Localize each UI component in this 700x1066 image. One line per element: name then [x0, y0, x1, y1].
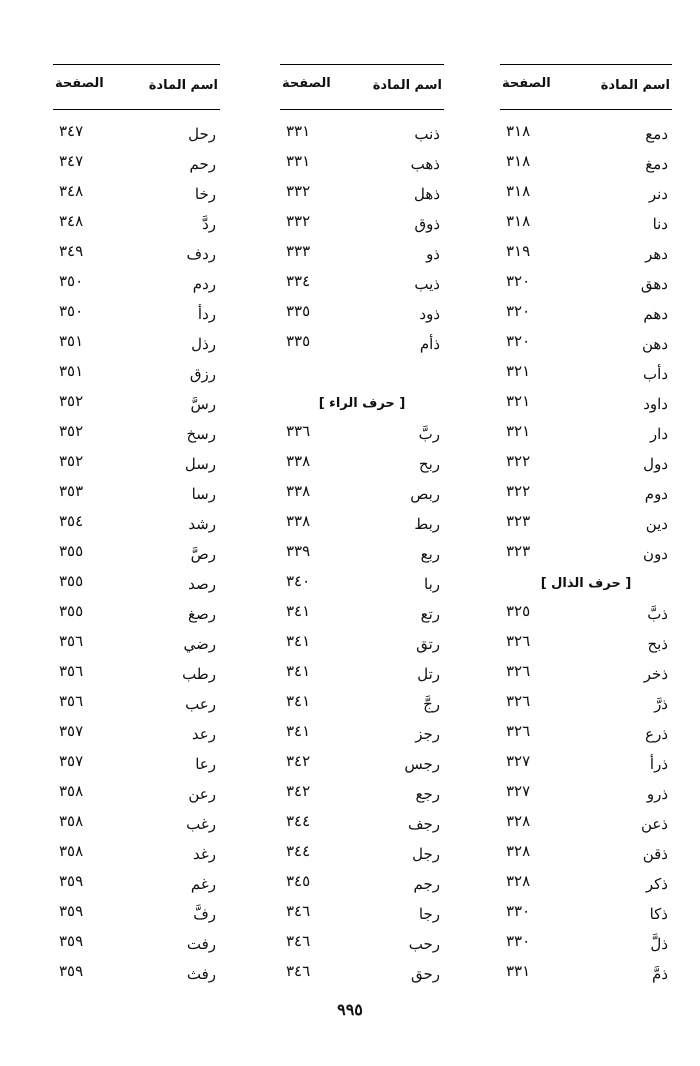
entry-page: ٣٤٩	[59, 242, 84, 260]
entry-word: دهر	[645, 245, 668, 263]
index-entry	[500, 420, 672, 450]
entry-word: رتع	[420, 605, 440, 623]
index-entry	[500, 930, 672, 960]
index-entry	[53, 840, 220, 870]
index-entry	[500, 540, 672, 570]
entry-page: ٣٢٢	[506, 452, 531, 470]
entry-page: ٣٢٣	[506, 512, 531, 530]
index-entry	[53, 900, 220, 930]
entry-page: ٣٥٨	[59, 842, 84, 860]
entry-page: ٣١٨	[506, 122, 531, 140]
entry-word: رحب	[408, 935, 440, 953]
entry-word: ردف	[186, 245, 216, 263]
entry-page: ٣٢٨	[506, 842, 531, 860]
entry-word: رضي	[183, 635, 216, 653]
index-entry	[53, 750, 220, 780]
index-entry	[280, 660, 444, 690]
header-page-label: الصفحة	[55, 76, 104, 91]
entry-word: رفَّ	[193, 905, 216, 923]
index-entry	[500, 120, 672, 150]
entry-page: ٣٤٢	[286, 782, 311, 800]
index-entry	[53, 870, 220, 900]
index-entry	[500, 210, 672, 240]
index-entry	[53, 390, 220, 420]
entry-word: ذبَّ	[647, 605, 668, 623]
header-name-label: اسم المادة	[372, 78, 442, 93]
entry-page: ٣٢٠	[506, 272, 531, 290]
entry-page: ٣٤٠	[286, 572, 311, 590]
entry-word: دوم	[644, 485, 668, 503]
entry-page: ٣٢٠	[506, 332, 531, 350]
index-entry	[53, 540, 220, 570]
index-entry	[53, 660, 220, 690]
entry-word: رعد	[191, 725, 216, 743]
entry-page: ٣٢٣	[506, 542, 531, 560]
index-entry	[500, 600, 672, 630]
index-entry	[500, 840, 672, 870]
entry-word: ذلَّ	[650, 935, 668, 953]
entry-word: دول	[643, 455, 668, 473]
column-header	[500, 64, 672, 110]
entry-word: رغم	[190, 875, 216, 893]
entry-word: دار	[649, 425, 668, 443]
index-entry	[53, 120, 220, 150]
entry-page: ٣٥٩	[59, 902, 84, 920]
entry-word: رغد	[193, 845, 216, 863]
entry-word: ربص	[410, 485, 440, 503]
entry-page: ٣٢٧	[506, 782, 531, 800]
index-entry	[280, 630, 444, 660]
index-entry	[500, 180, 672, 210]
entry-page: ٣٢٧	[506, 752, 531, 770]
section-heading: [ حرف الذال ]	[540, 576, 632, 591]
entry-page: ٣٥٢	[59, 422, 84, 440]
index-entry	[53, 240, 220, 270]
index-entry	[500, 510, 672, 540]
entry-word: رطب	[182, 665, 216, 683]
entry-word: رعن	[188, 785, 216, 803]
entry-page: ٣٥٥	[59, 602, 84, 620]
index-entry	[280, 240, 444, 270]
entry-page: ٣٢٨	[506, 872, 531, 890]
entry-word: رجس	[404, 755, 440, 773]
entry-word: رصد	[188, 575, 216, 593]
entry-word: ربَّ	[418, 425, 440, 443]
index-entry	[280, 510, 444, 540]
index-entry	[53, 300, 220, 330]
entry-page: ٣٢١	[506, 392, 531, 410]
index-entry	[500, 240, 672, 270]
entry-word: ذأم	[419, 335, 440, 353]
entry-word: دهن	[641, 335, 668, 353]
index-entry	[280, 300, 444, 330]
entry-word: ذخر	[643, 665, 668, 683]
index-entry	[53, 480, 220, 510]
entry-page: ٣٤٤	[286, 812, 311, 830]
entry-word: ردَّ	[202, 215, 216, 233]
index-entry	[280, 270, 444, 300]
entry-page: ٣٣٦	[286, 422, 311, 440]
entry-page: ٣٣٤	[286, 272, 311, 290]
index-entry	[53, 630, 220, 660]
entry-word: رعب	[185, 695, 216, 713]
index-entry	[53, 720, 220, 750]
entry-page: ٣١٩	[506, 242, 531, 260]
entry-page: ٣٤١	[286, 722, 311, 740]
entry-page: ٣٣١	[286, 122, 311, 140]
entry-word: رجَّ	[423, 695, 440, 713]
index-entry	[53, 930, 220, 960]
index-entry	[53, 810, 220, 840]
section-heading: [ حرف الراء ]	[318, 396, 406, 411]
index-entry	[53, 510, 220, 540]
blank-row	[280, 360, 444, 390]
entry-word: رصَّ	[190, 545, 216, 563]
entry-page: ٣٢٦	[506, 662, 531, 680]
entry-page: ٣٢٠	[506, 302, 531, 320]
entry-word: رجز	[415, 725, 440, 743]
entry-word: رحم	[189, 155, 216, 173]
entry-page: ٣٢٥	[506, 602, 531, 620]
index-entry	[500, 450, 672, 480]
entry-page: ٣٣١	[286, 152, 311, 170]
entry-page: ٣٥٤	[59, 512, 84, 530]
index-entry	[500, 480, 672, 510]
entry-word: رعا	[195, 755, 216, 773]
entry-page: ٣٢٦	[506, 632, 531, 650]
entry-page: ٣٥٨	[59, 782, 84, 800]
header-page-label: الصفحة	[502, 76, 551, 91]
index-entry	[280, 330, 444, 360]
entry-word: دمغ	[645, 155, 668, 173]
entry-page: ٣٥٧	[59, 722, 84, 740]
entry-word: رشد	[188, 515, 216, 533]
entry-word: ربا	[424, 575, 440, 593]
header-name-label: اسم المادة	[600, 78, 670, 93]
entry-page: ٣٥٦	[59, 692, 84, 710]
entry-page: ٣٢١	[506, 422, 531, 440]
index-entry	[280, 960, 444, 990]
entry-word: رتق	[416, 635, 440, 653]
entry-page: ٣٣٨	[286, 452, 311, 470]
entry-page: ٣٥٥	[59, 542, 84, 560]
index-rows	[500, 120, 672, 990]
index-entry	[280, 150, 444, 180]
entry-word: دنا	[652, 215, 668, 233]
index-entry	[53, 180, 220, 210]
index-entry	[53, 330, 220, 360]
entry-page: ٣٤٨	[59, 212, 84, 230]
index-entry	[280, 840, 444, 870]
entry-page: ٣٢٦	[506, 722, 531, 740]
entry-word: رحل	[188, 125, 216, 143]
entry-word: داود	[643, 395, 668, 413]
index-entry	[500, 150, 672, 180]
page-number: ٩٩٥	[337, 1000, 363, 1019]
index-entry	[53, 420, 220, 450]
index-entry	[500, 870, 672, 900]
entry-word: رفث	[186, 965, 216, 983]
entry-word: ذهل	[414, 185, 440, 203]
index-column-left	[53, 64, 220, 990]
index-entry	[280, 750, 444, 780]
entry-word: ذنب	[414, 125, 440, 143]
entry-page: ٣٣٢	[286, 212, 311, 230]
index-entry	[53, 360, 220, 390]
entry-word: دأب	[643, 365, 668, 383]
index-entry	[280, 870, 444, 900]
index-entry	[280, 450, 444, 480]
entry-word: ذيب	[414, 275, 440, 293]
index-entry	[500, 300, 672, 330]
entry-word: دنر	[648, 185, 668, 203]
index-entry	[500, 750, 672, 780]
entry-page: ٣٥٠	[59, 302, 84, 320]
entry-page: ٣٤٦	[286, 902, 311, 920]
index-rows	[280, 120, 444, 990]
entry-page: ٣٥٠	[59, 272, 84, 290]
entry-page: ٣٥١	[59, 362, 84, 380]
index-entry	[53, 270, 220, 300]
entry-word: ذرأ	[649, 755, 668, 773]
entry-page: ٣٤٥	[286, 872, 311, 890]
entry-word: رجع	[415, 785, 440, 803]
entry-page: ٣٣٨	[286, 512, 311, 530]
entry-page: ٣٣٥	[286, 332, 311, 350]
index-entry	[280, 900, 444, 930]
entry-page: ٣٤٦	[286, 932, 311, 950]
entry-word: ذبح	[647, 635, 668, 653]
entry-word: ردم	[192, 275, 216, 293]
entry-page: ٣٥٦	[59, 632, 84, 650]
entry-word: رغب	[186, 815, 216, 833]
entry-word: ذو	[426, 245, 440, 263]
column-header	[280, 64, 444, 110]
index-entry	[500, 900, 672, 930]
index-entry	[280, 120, 444, 150]
index-entry	[500, 780, 672, 810]
entry-word: رتل	[417, 665, 440, 683]
entry-page: ٣٤٨	[59, 182, 84, 200]
entry-page: ٣٤٧	[59, 122, 84, 140]
entry-word: رسل	[184, 455, 216, 473]
entry-word: ذهب	[410, 155, 440, 173]
entry-page: ٣٣٠	[506, 932, 531, 950]
entry-word: رزق	[189, 365, 216, 383]
entry-page: ٣٤٦	[286, 962, 311, 980]
index-entry	[53, 210, 220, 240]
entry-page: ٣٢١	[506, 362, 531, 380]
entry-page: ٣٤٧	[59, 152, 84, 170]
entry-word: ذكر	[645, 875, 668, 893]
entry-word: ذرو	[646, 785, 668, 803]
index-column-middle	[280, 64, 444, 990]
entry-word: ربع	[420, 545, 440, 563]
index-entry	[53, 600, 220, 630]
index-entry	[53, 960, 220, 990]
entry-word: ردأ	[197, 305, 216, 323]
entry-word: رجم	[413, 875, 440, 893]
entry-word: دون	[643, 545, 668, 563]
index-entry	[280, 420, 444, 450]
entry-word: رسَّ	[190, 395, 216, 413]
entry-word: رجف	[407, 815, 440, 833]
entry-word: ذرع	[645, 725, 668, 743]
entry-page: ٣٣٥	[286, 302, 311, 320]
index-entry	[280, 540, 444, 570]
entry-page: ٣٤١	[286, 662, 311, 680]
entry-page: ٣٣٣	[286, 242, 311, 260]
entry-page: ٣١٨	[506, 152, 531, 170]
index-entry	[280, 180, 444, 210]
index-entry	[280, 210, 444, 240]
entry-word: ذمَّ	[652, 965, 668, 983]
entry-page: ٣٣٢	[286, 182, 311, 200]
entry-page: ٣٤١	[286, 602, 311, 620]
entry-word: ذكا	[649, 905, 668, 923]
entry-page: ٣٣٩	[286, 542, 311, 560]
index-rows	[53, 120, 220, 990]
entry-page: ٣٢٨	[506, 812, 531, 830]
entry-page: ٣٥٣	[59, 482, 84, 500]
entry-word: ذرَّ	[654, 695, 668, 713]
entry-page: ٣١٨	[506, 182, 531, 200]
entry-word: ذقن	[642, 845, 668, 863]
entry-page: ٣٥٨	[59, 812, 84, 830]
entry-word: دين	[645, 515, 668, 533]
index-entry	[500, 720, 672, 750]
index-entry	[280, 930, 444, 960]
index-entry	[500, 960, 672, 990]
entry-page: ٣٥٩	[59, 932, 84, 950]
entry-word: رفت	[186, 935, 216, 953]
header-page-label: الصفحة	[282, 76, 331, 91]
entry-page: ٣٣٨	[286, 482, 311, 500]
entry-page: ٣٤٤	[286, 842, 311, 860]
entry-word: رحق	[410, 965, 440, 983]
entry-page: ٣٥٢	[59, 452, 84, 470]
index-entry	[500, 660, 672, 690]
entry-page: ٣٥٦	[59, 662, 84, 680]
entry-page: ٣٢٦	[506, 692, 531, 710]
index-entry	[500, 810, 672, 840]
entry-page: ٣٣١	[506, 962, 531, 980]
entry-word: ذعن	[640, 815, 668, 833]
index-entry	[500, 270, 672, 300]
entry-page: ٣٣٠	[506, 902, 531, 920]
entry-word: دهق	[640, 275, 668, 293]
index-entry	[53, 150, 220, 180]
entry-word: ذوق	[414, 215, 440, 233]
index-entry	[500, 390, 672, 420]
index-entry	[500, 630, 672, 660]
entry-page: ٣٤١	[286, 692, 311, 710]
header-name-label: اسم المادة	[148, 78, 218, 93]
column-header	[53, 64, 220, 110]
index-entry	[280, 780, 444, 810]
entry-word: رذل	[191, 335, 216, 353]
entry-page: ٣٥١	[59, 332, 84, 350]
index-entry	[280, 570, 444, 600]
entry-word: دمع	[645, 125, 668, 143]
entry-word: رسخ	[186, 425, 216, 443]
entry-word: دهم	[643, 305, 668, 323]
entry-page: ٣٥٩	[59, 872, 84, 890]
entry-page: ٣٥٢	[59, 392, 84, 410]
index-entry	[500, 330, 672, 360]
entry-page: ٣٥٥	[59, 572, 84, 590]
index-entry	[53, 570, 220, 600]
index-entry	[53, 690, 220, 720]
entry-page: ٣٥٩	[59, 962, 84, 980]
entry-word: رصغ	[188, 605, 216, 623]
entry-word: ذود	[419, 305, 440, 323]
index-entry	[280, 810, 444, 840]
entry-page: ٣٤٢	[286, 752, 311, 770]
entry-word: ربح	[418, 455, 440, 473]
index-entry	[53, 450, 220, 480]
entry-word: ربط	[414, 515, 440, 533]
entry-page: ٣٤١	[286, 632, 311, 650]
entry-word: رخا	[194, 185, 216, 203]
index-entry	[500, 690, 672, 720]
entry-word: رسا	[191, 485, 216, 503]
index-entry	[280, 600, 444, 630]
entry-page: ٣٢٢	[506, 482, 531, 500]
index-entry	[280, 690, 444, 720]
entry-word: رجل	[412, 845, 440, 863]
index-column-right	[500, 64, 672, 990]
entry-word: رجا	[418, 905, 440, 923]
entry-page: ٣٥٧	[59, 752, 84, 770]
entry-page: ٣١٨	[506, 212, 531, 230]
index-entry	[280, 720, 444, 750]
index-entry	[280, 480, 444, 510]
index-entry	[500, 360, 672, 390]
index-entry	[53, 780, 220, 810]
